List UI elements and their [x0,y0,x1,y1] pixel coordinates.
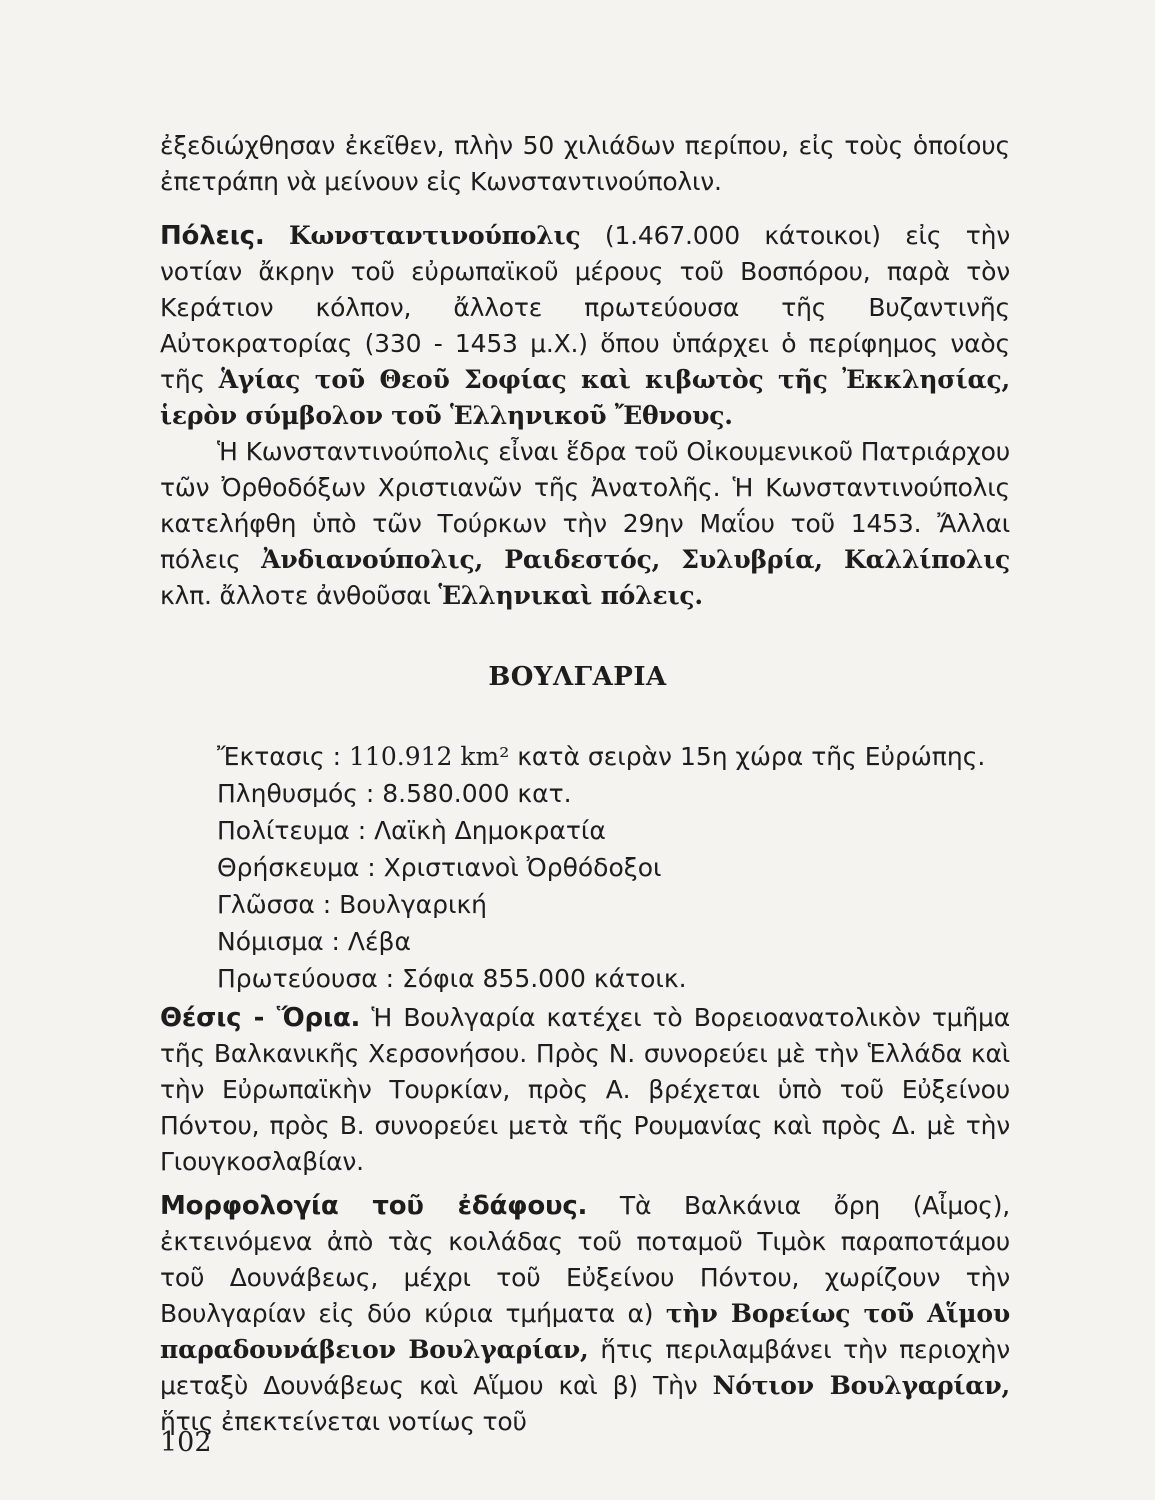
fact-area [217,738,1017,775]
morphology-label: Μορφολογία τοῦ ἐδάφους. [160,1191,588,1221]
cities-section [160,218,1010,614]
hagia-sophia-text: Ἁγίας τοῦ Θεοῦ Σοφίας καὶ κιβωτὸς τῆς Ἐκκλησίας, ἱερὸν σύμβολον τοῦ Ἑλληνικοῦ Ἔθνους. [160,365,1011,430]
intro-paragraph [160,128,1010,200]
cities-paragraph [160,218,1010,434]
morphology-text-3: ἥτις ἐπεκτείνεται νοτίως τοῦ [160,1407,527,1436]
fact-population: Πληθυσμός : 8.580.000 κατ. [217,779,572,808]
hellenic-cities: Ἑλληνικαὶ πόλεις. [438,581,703,610]
area-rest: κατὰ σειρὰν 15η χώρα τῆς Εὐρώπης. [517,742,986,771]
position-section [160,1000,1010,1180]
fact-religion: Θρήσκευμα : Χριστιανοὶ Ὀρθόδοξοι [217,853,662,882]
intro-text: ἐξεδιώχθησαν ἐκεῖθεν, πλὴν 50 χιλιάδων περίπου, εἰς τοὺς ὁποίους ἐπετράπη νὰ μείνουν εἰς Κωνσταντινούπολιν. [160,131,1010,196]
morphology-paragraph [160,1188,1010,1440]
fact-language: Γλῶσσα : Βουλγαρική [217,890,488,919]
other-cities: Ἀνδιανούπολις, Ραιδεστός, Συλυβρία, Καλλίπολις [261,545,1010,574]
area-value: 110.912 km² [349,742,518,771]
morphology-section [160,1188,1010,1440]
fact-currency: Νόμισμα : Λέβα [217,927,411,956]
patriarchate-paragraph [160,434,1010,614]
cities-text-1: (1.467.000 κάτοικοι) εἰς τὴν νοτίαν ἄκρην τοῦ εὐρωπαϊκοῦ μέρους τοῦ Βοσπόρου, παρὰ τὸν Κεράτιον κόλπον, ἄλλοτε πρωτεύουσα τῆς Βυζαντινῆς Αὐτοκρατορίας (330 - 1453 μ.Χ.) ὅπου ὑπάρχει ὁ περίφημος ναὸς τῆς [160,221,1010,394]
cities-label: Πόλεις. [160,221,265,251]
fact-government: Πολίτευμα : Λαϊκὴ Δημοκρατία [217,816,606,845]
fact-capital: Πρωτεύουσα : Σόφια 855.000 κάτοικ. [217,964,687,993]
cities-text-2: Ἡ Κωνσταντινούπολις εἶναι ἕδρα τοῦ Οἰκουμενικοῦ Πατριάρχου τῶν Ὀρθοδόξων Χριστιανῶν τῆς Ἀνατολῆς. Ἡ Κωνσταντινούπολις κατελήφθη ὑπὸ τῶν Τούρκων τὴν 29ην Μαΐου τοῦ 1453. Ἄλλαι πόλεις [160,437,1010,574]
morphology-text-1: Τὰ Βαλκάνια ὄρη (Αἶμος), ἐκτεινόμενα ἀπὸ τὰς κοιλάδας τοῦ ποταμοῦ Τιμὸκ παραποτάμου τοῦ Δουνάβεως, μέχρι τοῦ Εὐξείνου Πόντου, χωρίζουν τὴν Βουλγαρίαν εἰς δύο κύρια τμήματα α) [160,1191,1011,1328]
area-label: Ἔκτασις : [217,742,350,771]
south-bulgaria: Νότιον Βουλγαρίαν, [712,1371,1010,1400]
page-number: 102 [160,1427,212,1458]
morphology-text-2: ἥτις περιλαμβάνει τὴν περιοχὴν μεταξὺ Δουνάβεως καὶ Αἵμου καὶ β) Τὴν [160,1335,1010,1400]
city-constantinople: Κωνσταντινούπολις [289,221,581,250]
position-paragraph [160,1000,1010,1180]
position-label: Θέσις - Ὅρια. [160,1003,361,1033]
position-text: Ἡ Βουλγαρία κατέχει τὸ Βορειοανατολικὸν τμῆμα τῆς Βαλκανικῆς Χερσονήσου. Πρὸς Ν. συνορεύει μὲ τὴν Ἑλλάδα καὶ τὴν Εὐρωπαϊκὴν Τουρκίαν, πρὸς Α. βρέχεται ὑπὸ τοῦ Εὐξείνου Πόντου, πρὸς Β. συνορεύει μετὰ τῆς Ρουμανίας καὶ πρὸς Δ. μὲ τὴν Γιουγκοσλαβίαν. [160,1003,1011,1176]
cities-text-3: κλπ. ἄλλοτε ἀνθοῦσαι [160,581,439,610]
north-bulgaria: τὴν Βορείως τοῦ Αἵμου παραδουνάβειον Βουλγαρίαν, [160,1299,1010,1364]
section-title: ΒΟΥΛΓΑΡΙΑ [488,662,667,692]
facts-list [217,738,1017,997]
